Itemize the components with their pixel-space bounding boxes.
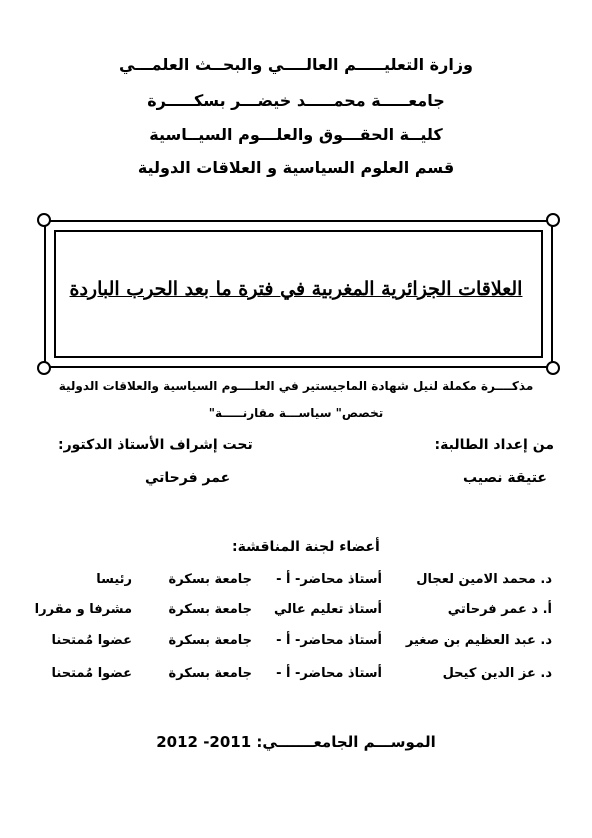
member-role: عضوا مُمتحنا bbox=[51, 633, 132, 648]
member-university: جامعة بسكرة bbox=[168, 633, 252, 648]
member-rank: أستاذ محاضر- أ - bbox=[276, 572, 382, 587]
department-line: قسم العلوم السياسية و العلاقات الدولية bbox=[137, 158, 455, 177]
member-rank: أستاذ محاضر- أ - bbox=[276, 666, 382, 681]
member-role: رئيسا bbox=[96, 572, 132, 587]
member-name: د. عبد العظيم بن صغير bbox=[405, 633, 552, 648]
student-name: عتيقة نصيب bbox=[462, 470, 547, 486]
member-name: د. محمد الامين لعجال bbox=[416, 572, 552, 587]
student-label: من إعداد الطالبة: bbox=[434, 437, 554, 453]
ministry-line: وزارة التعليـــــم العالــــي والبحــث العلمـــي bbox=[119, 55, 473, 74]
frame-corner-ornament bbox=[37, 213, 51, 227]
member-name: أ. د عمر فرحاتي bbox=[447, 602, 552, 617]
frame-corner-ornament bbox=[546, 213, 560, 227]
thesis-subtitle: مذكــــرة مكملة لنيل شهادة الماجيستير في العلــــوم السياسية والعلاقات الدولية bbox=[58, 379, 534, 393]
frame-corner-ornament bbox=[37, 361, 51, 375]
committee-row bbox=[40, 633, 552, 655]
thesis-specialty: تخصص" سياســـة مقارنـــــة" bbox=[208, 406, 384, 420]
member-university: جامعة بسكرة bbox=[168, 572, 252, 587]
committee-row bbox=[40, 572, 552, 594]
member-rank: أستاذ محاضر- أ - bbox=[276, 633, 382, 648]
academic-season: الموســـم الجامعـــــــي: 2011- 2012 bbox=[156, 733, 436, 751]
member-university: جامعة بسكرة bbox=[168, 602, 252, 617]
member-university: جامعة بسكرة bbox=[168, 666, 252, 681]
faculty-line: كليــة الحقـــوق والعلـــوم السيــاسية bbox=[149, 125, 443, 144]
member-role: عضوا مُمتحنا bbox=[51, 666, 132, 681]
university-line: جامعـــــة محمـــــد خيضـــر بسكـــــرة bbox=[147, 91, 445, 110]
committee-row bbox=[40, 666, 552, 688]
frame-corner-ornament bbox=[546, 361, 560, 375]
supervisor-name: عمر فرحاتي bbox=[145, 470, 231, 486]
member-role: مشرفا و مقررا bbox=[34, 602, 132, 617]
member-name: د. عز الدين كيحل bbox=[442, 666, 552, 681]
supervisor-label: تحت إشراف الأستاذ الدكتور: bbox=[58, 437, 253, 453]
committee-label: أعضاء لجنة المناقشة: bbox=[232, 539, 380, 555]
member-rank: أستاذ تعليم عالي bbox=[274, 602, 382, 617]
thesis-title: العلاقات الجزائرية المغربية في فترة ما بعد الحرب الباردة bbox=[69, 278, 523, 300]
committee-row bbox=[34, 602, 552, 624]
